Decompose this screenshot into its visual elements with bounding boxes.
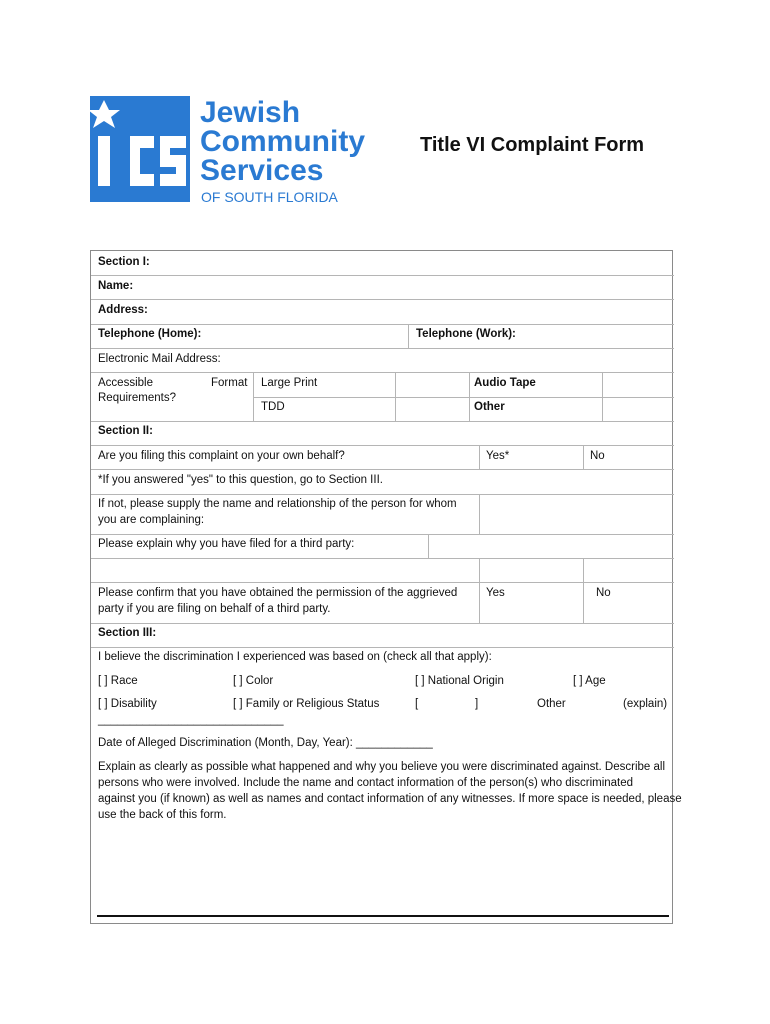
col-divider (428, 534, 429, 558)
option-large-print: Large Print (261, 377, 318, 389)
accessible-label: Accessible (98, 377, 153, 389)
row-divider (91, 348, 674, 349)
own-behalf-yes: Yes* (486, 450, 510, 462)
explain-line-2: persons who were involved. Include the name and contact information of the person(s) who discriminated (98, 777, 634, 789)
explain-line-1: Explain as clearly as possible what happened and why you believe you were discriminated against. Describe all (98, 761, 666, 773)
other-word: Other (537, 698, 566, 710)
row-divider (91, 469, 674, 470)
address-label: Address: (98, 304, 148, 316)
col-divider (479, 558, 480, 582)
permission-yes: Yes (486, 587, 505, 599)
col-divider (408, 324, 409, 348)
col-divider (479, 494, 480, 534)
explain-third-party: Please explain why you have filed for a third party: (98, 538, 355, 550)
col-divider (253, 372, 254, 421)
jcs-logo-graphic (90, 96, 380, 208)
col-divider (602, 372, 603, 421)
confirm-line-1: Please confirm that you have obtained the permission of the aggrieved (98, 587, 458, 599)
row-divider (91, 421, 674, 422)
checkbox-family-religious[interactable]: [ ] Family or Religious Status (233, 698, 380, 710)
logo-j-stroke (98, 136, 110, 186)
col-divider (479, 582, 480, 623)
row-divider (91, 372, 674, 373)
row-divider (253, 397, 674, 398)
logo-line1: Jewish (200, 96, 301, 129)
col-divider (479, 445, 480, 469)
own-behalf-no: No (590, 450, 605, 462)
row-divider (91, 534, 674, 535)
checkbox-color[interactable]: [ ] Color (233, 675, 274, 687)
option-tdd: TDD (261, 401, 285, 413)
basis-question: I believe the discrimination I experienced was based on (check all that apply): (98, 651, 492, 663)
row-divider (91, 299, 674, 300)
telephone-work-label: Telephone (Work): (416, 328, 516, 340)
row-divider (91, 324, 674, 325)
accessible-format-label: Format (211, 377, 248, 389)
col-divider (395, 372, 396, 421)
checkbox-other-open[interactable]: [ (415, 698, 419, 710)
if-not-line-2: you are complaining: (98, 514, 205, 526)
telephone-home-label: Telephone (Home): (98, 328, 202, 340)
logo-line3: Services (200, 154, 324, 187)
checkbox-national-origin[interactable]: [ ] National Origin (415, 675, 504, 687)
section-3-heading: Section III: (98, 627, 157, 639)
date-of-discrimination: Date of Alleged Discrimination (Month, Day, Year): ____________ (98, 737, 433, 749)
own-behalf-question: Are you filing this complaint on your own behalf? (98, 450, 345, 462)
row-divider (91, 558, 674, 559)
row-divider (91, 445, 674, 446)
checkbox-race[interactable]: [ ] Race (98, 675, 138, 687)
explain-line-4: use the back of this form. (98, 809, 227, 821)
if-yes-note: *If you answered "yes" to this question, go to Section III. (98, 474, 383, 486)
complaint-form (90, 250, 682, 924)
answer-area-bottom-rule (97, 915, 669, 917)
name-label: Name: (98, 280, 134, 292)
logo-line2: Community (200, 125, 365, 158)
explain-word: (explain) (623, 698, 668, 710)
accessible-requirements-label: Requirements? (98, 392, 176, 404)
email-label: Electronic Mail Address: (98, 353, 221, 365)
logo-line4: OF SOUTH FLORIDA (201, 189, 338, 205)
row-divider (91, 623, 674, 624)
row-divider (91, 647, 674, 648)
section-1-heading: Section I: (98, 256, 150, 268)
checkbox-other-close: ] (475, 698, 479, 710)
col-divider (583, 582, 584, 623)
checkbox-age[interactable]: [ ] Age (573, 675, 606, 687)
other-blank-line[interactable]: _____________________________ (98, 714, 284, 726)
row-divider (91, 494, 674, 495)
explain-line-3: against you (if known) as well as names and contact information of any witnesses. If more space is needed, please (98, 793, 682, 805)
checkbox-disability[interactable]: [ ] Disability (98, 698, 157, 710)
logo-s-shape (160, 136, 186, 186)
col-divider (469, 372, 470, 421)
page-title: Title VI Complaint Form (420, 134, 645, 156)
section-2-heading: Section II: (98, 425, 153, 437)
row-divider (91, 275, 674, 276)
col-divider (583, 445, 584, 469)
row-divider (91, 582, 674, 583)
col-divider (583, 558, 584, 582)
jcs-logo (90, 96, 380, 208)
confirm-line-2: party if you are filing on behalf of a third party. (98, 603, 331, 615)
permission-no: No (596, 587, 611, 599)
if-not-line-1: If not, please supply the name and relationship of the person for whom (98, 498, 457, 510)
option-audio-tape: Audio Tape (474, 377, 536, 389)
option-other: Other (474, 401, 505, 413)
